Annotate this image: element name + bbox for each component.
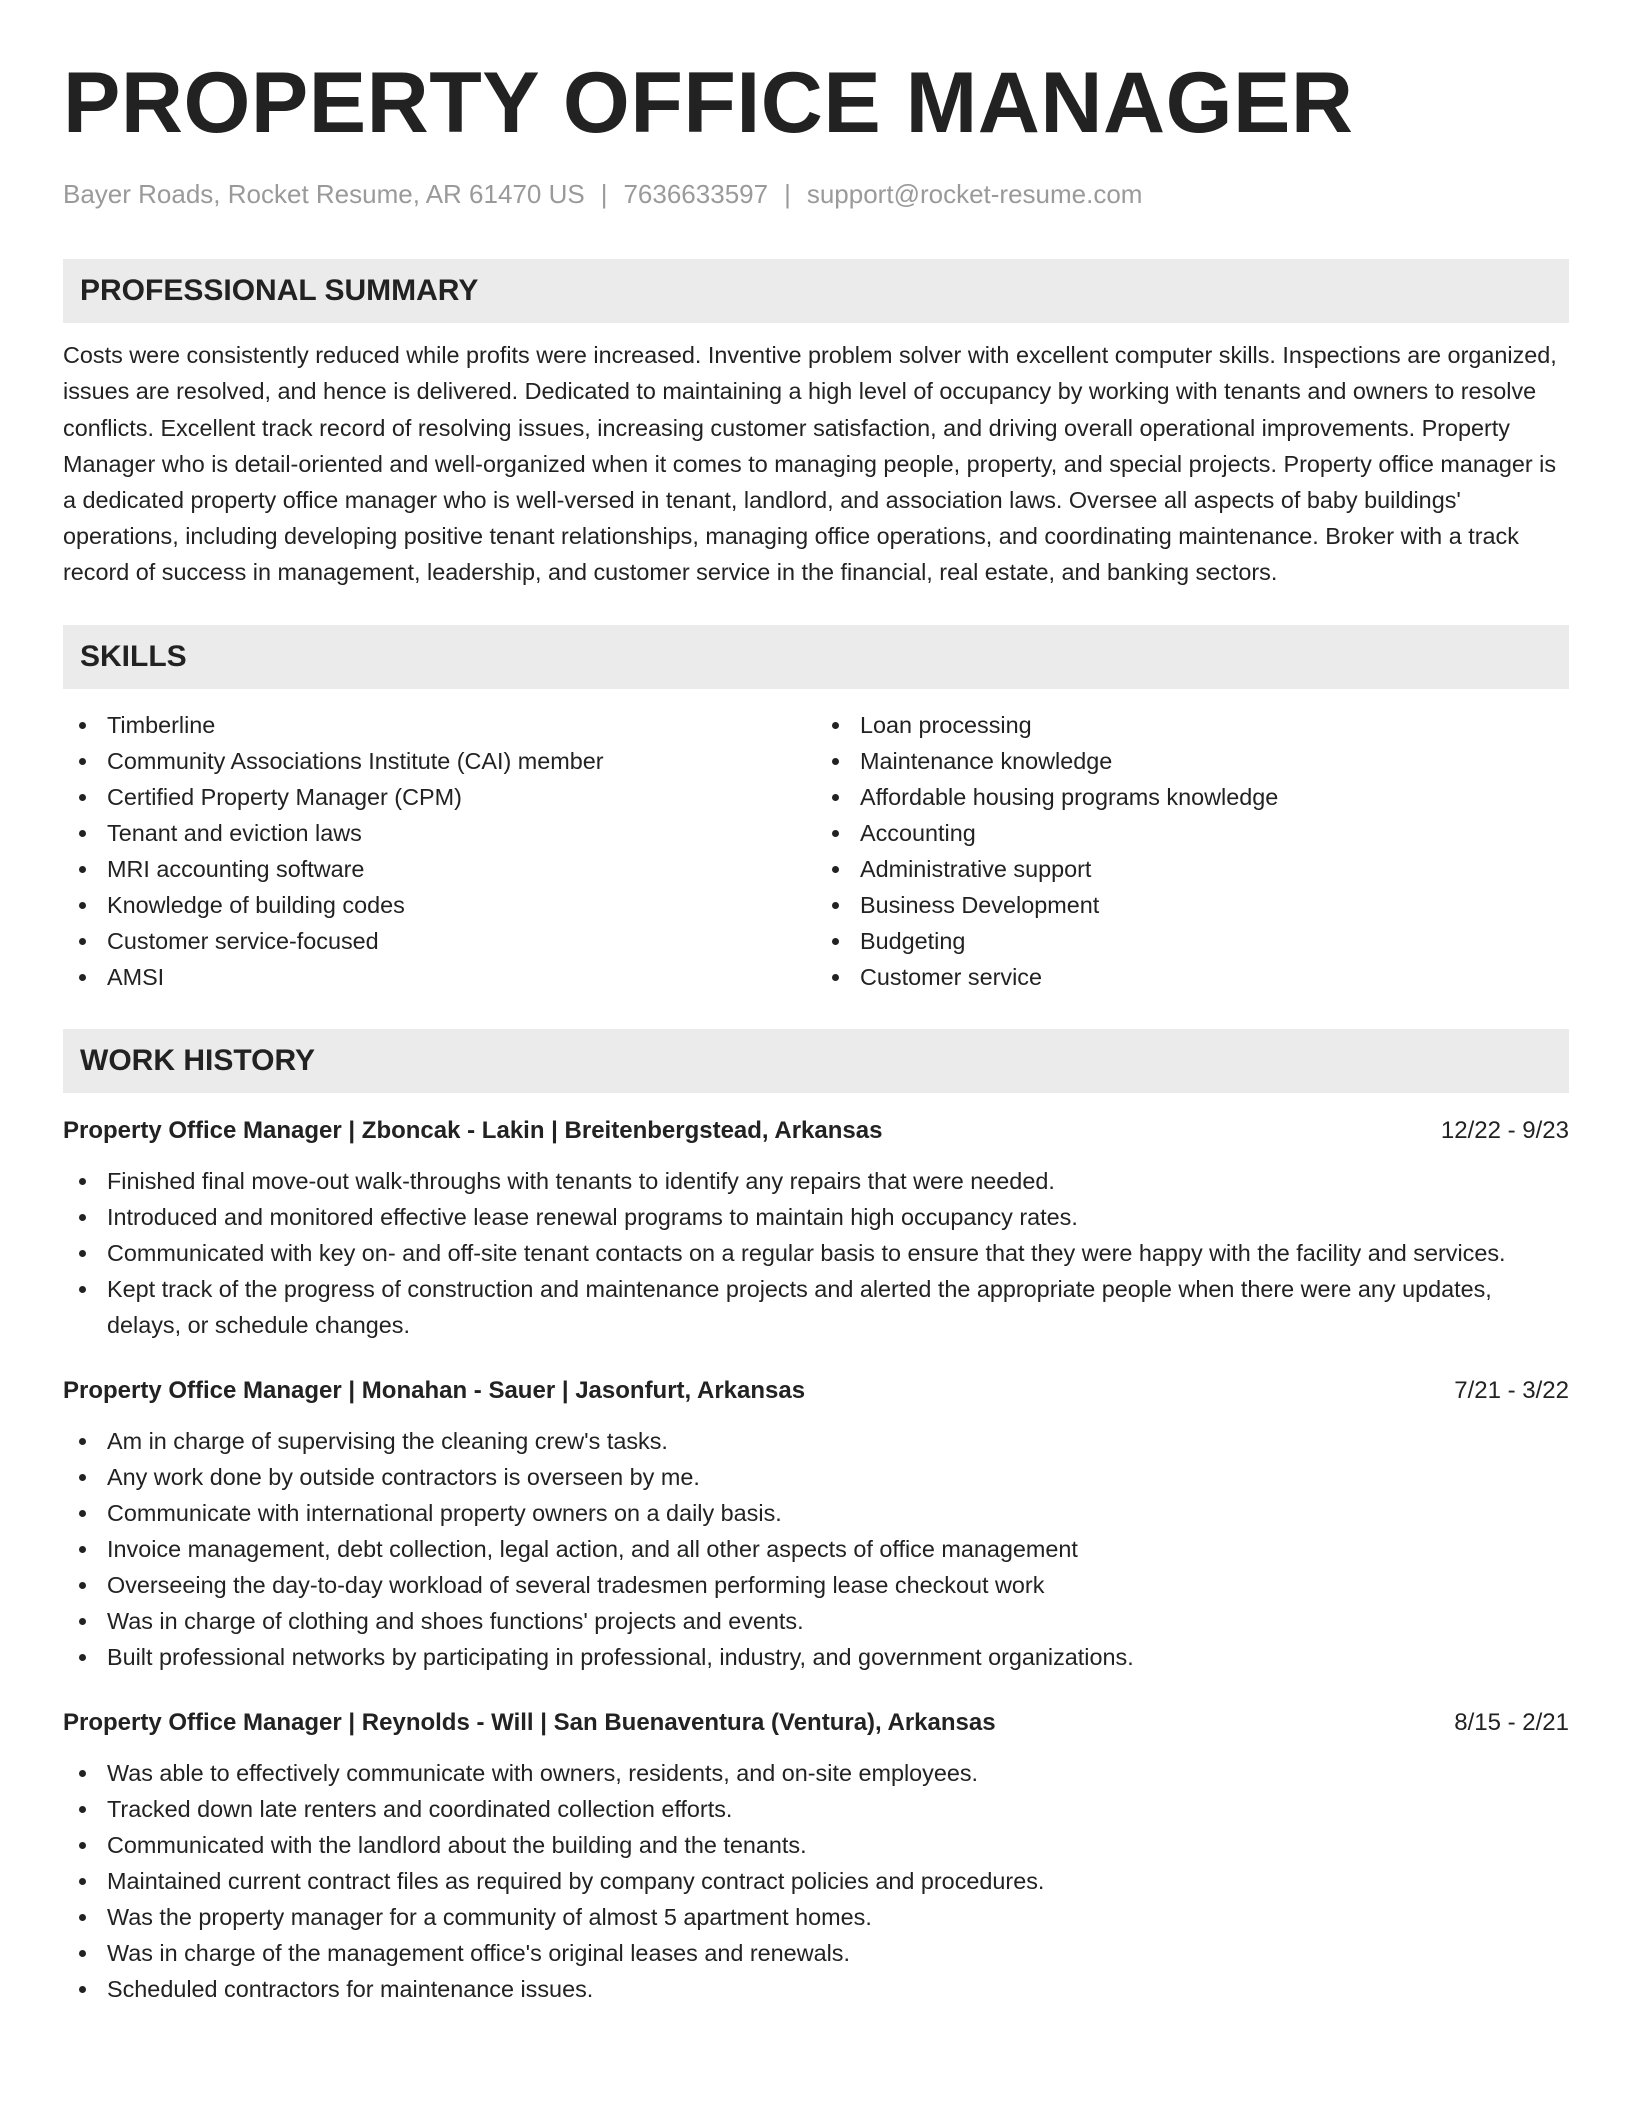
job-bullets — [63, 1755, 1569, 2007]
job-dates: 8/15 - 2/21 — [1454, 1708, 1569, 1736]
job-header — [63, 1373, 1569, 1409]
job-bullet: Tracked down late renters and coordinated collection efforts. — [63, 1791, 1569, 1827]
contact-address: Bayer Roads, Rocket Resume, AR 61470 US — [63, 179, 585, 209]
skill-item: Community Associations Institute (CAI) member — [63, 743, 816, 779]
section-heading-work-history: WORK HISTORY — [63, 1029, 1569, 1093]
skill-item: Knowledge of building codes — [63, 887, 816, 923]
skill-item: Customer service-focused — [63, 923, 816, 959]
job-entry — [63, 1373, 1569, 1675]
skills-list — [63, 707, 1569, 995]
section-heading-skills: SKILLS — [63, 625, 1569, 689]
job-bullet: Kept track of the progress of construction and maintenance projects and alerted the appropriate people when there were any updates, delays, or schedule changes. — [63, 1271, 1569, 1343]
skill-item: Certified Property Manager (CPM) — [63, 779, 816, 815]
job-entry — [63, 1113, 1569, 1343]
job-bullet: Introduced and monitored effective lease renewal programs to maintain high occupancy rates. — [63, 1199, 1569, 1235]
resume-title: PROPERTY OFFICE MANAGER — [63, 55, 1354, 151]
job-bullet: Maintained current contract files as required by company contract policies and procedures. — [63, 1863, 1569, 1899]
skills-column-left — [63, 707, 816, 995]
skill-item: AMSI — [63, 959, 816, 995]
contact-email: support@rocket-resume.com — [806, 179, 1143, 209]
skill-item: Budgeting — [816, 923, 1569, 959]
skill-item: MRI accounting software — [63, 851, 816, 887]
contact-phone: 7636633597 — [623, 179, 769, 209]
job-bullet: Was in charge of clothing and shoes functions' projects and events. — [63, 1603, 1569, 1639]
skill-item: Customer service — [816, 959, 1569, 995]
job-bullet: Finished final move-out walk-throughs with tenants to identify any repairs that were needed. — [63, 1163, 1569, 1199]
job-dates: 12/22 - 9/23 — [1440, 1116, 1569, 1144]
skill-item: Accounting — [816, 815, 1569, 851]
skill-item: Loan processing — [816, 707, 1569, 743]
skill-item: Maintenance knowledge — [816, 743, 1569, 779]
job-bullet: Was able to effectively communicate with owners, residents, and on-site employees. — [63, 1755, 1569, 1791]
job-title: Property Office Manager | Zboncak - Lakin | Breitenbergstead, Arkansas — [63, 1116, 883, 1144]
job-bullets — [63, 1163, 1569, 1343]
job-bullet: Any work done by outside contractors is overseen by me. — [63, 1459, 1569, 1495]
skills-column-right — [816, 707, 1569, 995]
job-bullets — [63, 1423, 1569, 1675]
skill-item: Tenant and eviction laws — [63, 815, 816, 851]
job-title: Property Office Manager | Monahan - Sauer | Jasonfurt, Arkansas — [63, 1376, 806, 1404]
job-bullet: Communicate with international property owners on a daily basis. — [63, 1495, 1569, 1531]
summary-text: Costs were consistently reduced while profits were increased. Inventive problem solver with excellent computer skills. Inspections are organized, issues are resolved, and hence is delivered. Dedicated to maintaining a high level of occupancy by working with tenants and owners to resolve conflicts. Excellent track record of resolving issues, increasing customer satisfaction, and driving overall operational improvements. Property Manager who is detail-oriented and well-organized when it comes to managing people, property, and special projects. Property office manager is a dedicated property office manager who is well-versed in tenant, landlord, and association laws. Oversee all aspects of baby buildings' operations, including developing positive tenant relationships, managing office operations, and coordinating maintenance. Broker with a track record of success in management, leadership, and customer service in the financial, real estate, and banking sectors. — [63, 342, 1557, 586]
job-bullet: Scheduled contractors for maintenance issues. — [63, 1971, 1569, 2007]
job-bullet: Am in charge of supervising the cleaning crew's tasks. — [63, 1423, 1569, 1459]
skill-item: Timberline — [63, 707, 816, 743]
job-bullet: Communicated with the landlord about the building and the tenants. — [63, 1827, 1569, 1863]
skill-item: Affordable housing programs knowledge — [816, 779, 1569, 815]
skill-item: Business Development — [816, 887, 1569, 923]
job-bullet: Built professional networks by participating in professional, industry, and government organizations. — [63, 1639, 1569, 1675]
contact-separator: | — [600, 179, 608, 209]
job-dates: 7/21 - 3/22 — [1454, 1376, 1569, 1404]
skill-item: Administrative support — [816, 851, 1569, 887]
job-header — [63, 1113, 1569, 1149]
job-bullet: Was the property manager for a community of almost 5 apartment homes. — [63, 1899, 1569, 1935]
contact-separator: | — [784, 179, 791, 209]
job-title: Property Office Manager | Reynolds - Will | San Buenaventura (Ventura), Arkansas — [63, 1708, 996, 1736]
job-header — [63, 1705, 1569, 1741]
contact-line — [63, 179, 1569, 210]
section-heading-summary: PROFESSIONAL SUMMARY — [63, 259, 1569, 323]
job-entry — [63, 1705, 1569, 2007]
job-bullet: Was in charge of the management office's original leases and renewals. — [63, 1935, 1569, 1971]
job-bullet: Communicated with key on- and off-site tenant contacts on a regular basis to ensure that they were happy with the facility and services. — [63, 1235, 1569, 1271]
job-bullet: Overseeing the day-to-day workload of several tradesmen performing lease checkout work — [63, 1567, 1569, 1603]
job-bullet: Invoice management, debt collection, legal action, and all other aspects of office management — [63, 1531, 1569, 1567]
